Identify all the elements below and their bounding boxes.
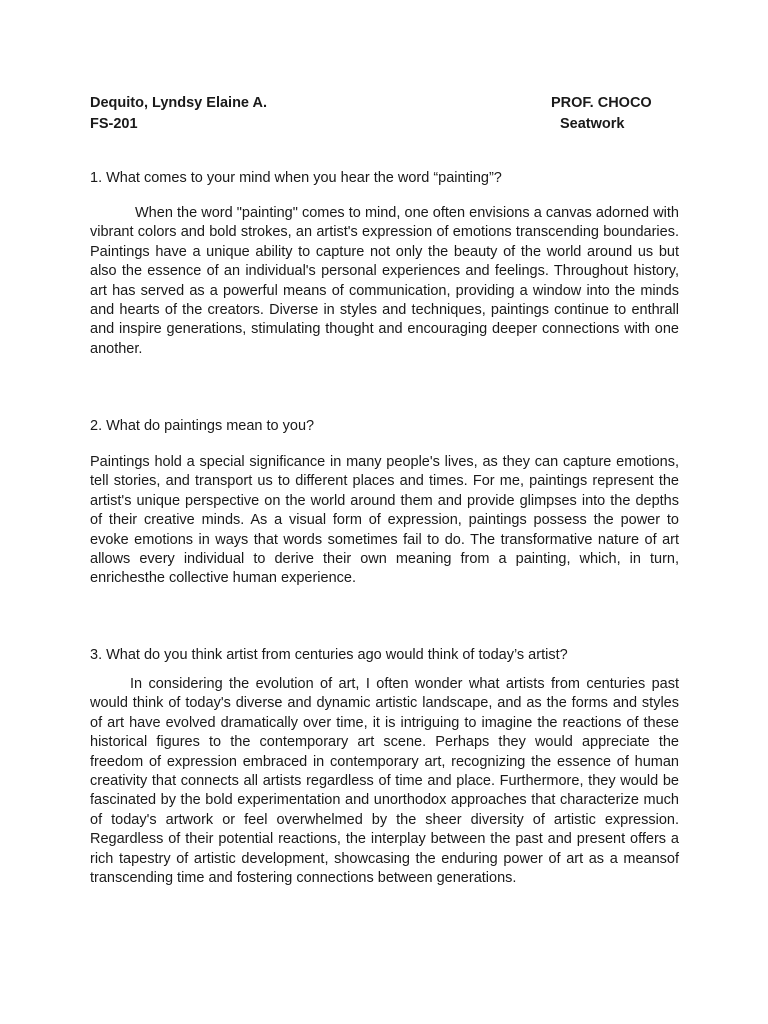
question-3: 3. What do you think artist from centuries ago would think of today’s artist? (90, 647, 568, 663)
answer-1: When the word "painting" comes to mind, one often envisions a canvas adorned with vibrant colors and bold strokes, an artist's expression of emotions transcending boundaries. Paintings have a unique ability to capture not only the beauty of the world around us but also the essence of an individual's personal experiences and feelings. Throughout history, art has served as a powerful means of communication, providing a window into the minds and hearts of the creators. Diverse in styles and techniques, paintings continue to enthrall and inspire generations, stimulating thought and encouraging deeper connections with one another. (90, 205, 679, 357)
professor-name: PROF. CHOCO (551, 95, 652, 111)
student-name: Dequito, Lyndsy Elaine A. (90, 95, 267, 111)
course-info (551, 93, 652, 134)
student-info (90, 93, 267, 134)
activity-type: Seatwork (560, 115, 625, 132)
answer-2: Paintings hold a special significance in many people's lives, as they can capture emotions, tell stories, and transport us to different places and times. For me, paintings represent the artist's unique perspective on the world around them and provide glimpses into the depths of their creative minds. As a visual form of expression, paintings possess the power to evoke emotions in ways that words sometimes fail to do. The transformative nature of art allows every individual to derive their own meaning from a painting, which, in turn, enrichesthe collective human experience. (90, 454, 679, 587)
section-code: FS-201 (90, 115, 138, 132)
question-1: 1. What comes to your mind when you hear the word “painting”? (90, 170, 502, 186)
question-2: 2. What do paintings mean to you? (90, 418, 315, 434)
answer-3: In considering the evolution of art, I often wonder what artists from centuries past would think of today's diverse and dynamic artistic landscape, and as the forms and styles of art have evolved dramatically over time, it is intriguing to imagine the reactions of these historical figures to the contemporary art scene. Perhaps they would appreciate the freedom of expression embraced in contemporary art, recognizing the essence of human creativity that connects all artists regardless of time and place. Furthermore, they would be fascinated by the bold experimentation and unorthodox approaches that characterize much of today's artwork or feel overwhelmed by the sheer diversity of artistic expression. Regardless of their potential reactions, the interplay between the past and present offers a rich tapestry of artistic development, showcasing the enduring power of art as a meansof transcending time and fostering connections between generations. (90, 676, 679, 887)
